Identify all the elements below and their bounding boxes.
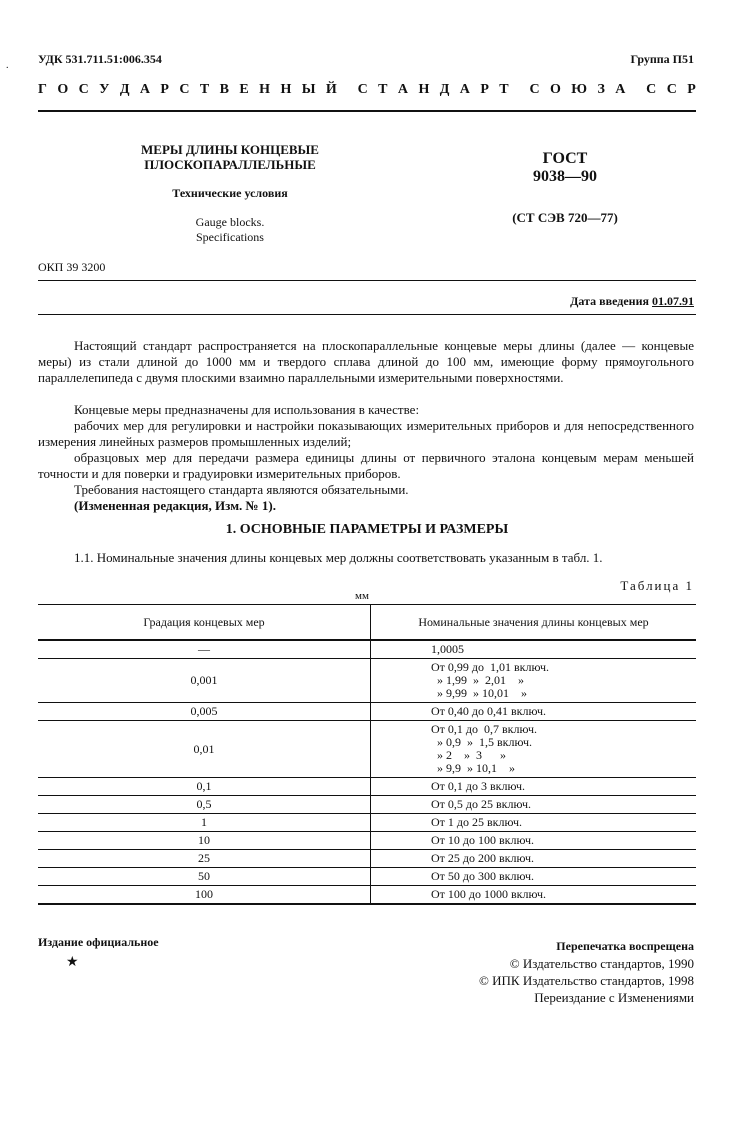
table-row bbox=[38, 721, 696, 778]
title-rule bbox=[38, 280, 696, 281]
english-title bbox=[120, 215, 340, 245]
table-row bbox=[38, 796, 696, 814]
document-title bbox=[120, 142, 340, 172]
nominal-value-line: » 9,99 » 10,01 » bbox=[431, 686, 527, 700]
column-header-nominal-values: Номинальные значения длины концевых мер bbox=[371, 605, 697, 641]
nominal-values-cell bbox=[371, 778, 697, 796]
heading-letter: С bbox=[78, 82, 89, 97]
nominal-value-line: От 0,99 до 1,01 включ. bbox=[431, 660, 550, 674]
reprint-notice: Перепечатка воспрещена bbox=[556, 939, 694, 953]
okp-code: ОКП 39 3200 bbox=[38, 260, 106, 274]
heading-letter: Г bbox=[38, 82, 47, 97]
gradation-cell: 1 bbox=[38, 814, 371, 832]
paragraph-amendment: (Измененная редакция, Изм. № 1). bbox=[74, 498, 276, 513]
nominal-values-cell bbox=[371, 659, 697, 703]
nominal-value-line: От 0,1 до 0,7 включ. bbox=[431, 722, 538, 736]
english-line-1: Gauge blocks. bbox=[195, 215, 265, 229]
heading-letter: В bbox=[219, 82, 230, 97]
date-label: Дата введения bbox=[570, 294, 649, 308]
heading-letter: О bbox=[57, 82, 69, 97]
nominal-values-cell bbox=[371, 850, 697, 868]
gradation-cell: 25 bbox=[38, 850, 371, 868]
heading-letter: Р bbox=[687, 82, 696, 97]
nominal-value-line: » 9,9 » 10,1 » bbox=[431, 761, 515, 775]
heading-letter: А bbox=[459, 82, 470, 97]
nominal-value-line: От 50 до 300 включ. bbox=[431, 869, 535, 883]
heading-letter: О bbox=[549, 82, 561, 97]
heading-letter: С bbox=[646, 82, 657, 97]
gradation-cell: 0,005 bbox=[38, 703, 371, 721]
cst-reference: (СТ СЭВ 720—77) bbox=[512, 210, 618, 225]
heading-letter: А bbox=[397, 82, 409, 97]
heading-letter: Р bbox=[160, 82, 169, 97]
copyright-block bbox=[479, 938, 694, 1006]
udk-code: УДК 531.711.51:006.354 bbox=[38, 52, 162, 66]
state-standard-heading bbox=[38, 82, 696, 98]
heading-letter: А bbox=[615, 82, 626, 97]
heading-letter: С bbox=[357, 82, 368, 97]
margin-dot: . bbox=[6, 60, 9, 71]
group-code: Группа П51 bbox=[630, 52, 694, 66]
heading-letter: У bbox=[99, 82, 110, 97]
nominal-values-cell bbox=[371, 796, 697, 814]
table-unit: мм bbox=[355, 590, 369, 602]
table-row bbox=[38, 886, 696, 905]
title-line-2: ПЛОСКОПАРАЛЛЕЛЬНЫЕ bbox=[144, 157, 316, 172]
heading-letter: Н bbox=[280, 82, 292, 97]
star-icon: ★ bbox=[66, 955, 79, 970]
paragraph-reference-gauges: образцовых мер для передачи размера единицы длины от первичного эталона концевым мерам меньшей точности и для поверки и градуировки измерительных приборов. bbox=[38, 450, 694, 481]
nominal-value-line: » 2 » 3 » bbox=[431, 748, 506, 762]
heading-letter: Р bbox=[480, 82, 489, 97]
nominal-value-line: 1,0005 bbox=[431, 642, 464, 656]
effective-date bbox=[570, 294, 694, 309]
table-row bbox=[38, 868, 696, 886]
nominal-value-line: От 25 до 200 включ. bbox=[431, 851, 535, 865]
nominal-value-line: От 0,40 до 0,41 включ. bbox=[431, 704, 547, 718]
copyright-1998: © ИПК Издательство стандартов, 1998 bbox=[479, 973, 694, 988]
heading-letter: С bbox=[179, 82, 190, 97]
gradation-cell: — bbox=[38, 640, 371, 659]
heading-letter: Н bbox=[418, 82, 430, 97]
nominal-value-line: От 0,1 до 3 включ. bbox=[431, 779, 526, 793]
document-subtitle: Технические условия bbox=[172, 186, 288, 200]
header-rule bbox=[38, 110, 696, 112]
english-line-2: Specifications bbox=[196, 230, 264, 244]
nominal-value-line: От 100 до 1000 включ. bbox=[431, 887, 547, 901]
gost-designation bbox=[480, 150, 650, 186]
gradation-cell: 0,5 bbox=[38, 796, 371, 814]
heading-letter: А bbox=[139, 82, 151, 97]
heading-letter: Ы bbox=[301, 82, 316, 97]
title-line-1: МЕРЫ ДЛИНЫ КОНЦЕВЫЕ bbox=[141, 142, 319, 157]
heading-letter: С bbox=[666, 82, 677, 97]
heading-letter: З bbox=[597, 82, 605, 97]
paragraph-scope: Настоящий стандарт распространяется на плоскопараллельные концевые меры длины (далее — концевые меры) из стали длиной до 1000 мм и твердого сплава длиной до 100 мм, имеющие форму прямоугольного параллелепипеда с двумя плоскими взаимно параллельными измерительными поверхностями. bbox=[38, 338, 694, 385]
copyright-1990: © Издательство стандартов, 1990 bbox=[509, 956, 694, 971]
table-row bbox=[38, 850, 696, 868]
paragraph-working-gauges: рабочих мер для регулировки и настройки показывающих измерительных приборов и для непосредственного измерения линейных размеров промышленных изделий; bbox=[38, 418, 694, 449]
reissue-note: Переиздание с Изменениями bbox=[534, 990, 694, 1005]
gost-number: 9038—90 bbox=[533, 168, 597, 185]
gauge-table bbox=[38, 604, 696, 905]
table-row bbox=[38, 778, 696, 796]
heading-letter: Е bbox=[239, 82, 249, 97]
gradation-cell: 10 bbox=[38, 832, 371, 850]
nominal-value-line: От 1 до 25 включ. bbox=[431, 815, 523, 829]
heading-letter: Ю bbox=[571, 82, 588, 97]
nominal-values-cell bbox=[371, 832, 697, 850]
table-row bbox=[38, 814, 696, 832]
section-title: 1. ОСНОВНЫЕ ПАРАМЕТРЫ И РАЗМЕРЫ bbox=[225, 522, 509, 537]
clause-1-1: 1.1. Номинальные значения длины концевых мер должны соответствовать указанным в табл. 1. bbox=[74, 550, 603, 565]
official-edition: Издание официальное bbox=[38, 935, 159, 949]
table-row bbox=[38, 640, 696, 659]
gradation-cell: 0,1 bbox=[38, 778, 371, 796]
table-row bbox=[38, 832, 696, 850]
table-row bbox=[38, 703, 696, 721]
heading-letter: Т bbox=[378, 82, 388, 97]
paragraph-mandatory: Требования настоящего стандарта являются обязательными. bbox=[74, 482, 409, 497]
table-caption: Таблица 1 bbox=[620, 578, 694, 593]
nominal-values-cell bbox=[371, 886, 697, 905]
heading-letter: С bbox=[529, 82, 540, 97]
heading-letter: Н bbox=[259, 82, 271, 97]
heading-letter: Т bbox=[499, 82, 509, 97]
gradation-cell: 0,01 bbox=[38, 721, 371, 778]
column-header-gradation: Градация концевых мер bbox=[38, 605, 371, 641]
gradation-cell: 0,001 bbox=[38, 659, 371, 703]
gradation-cell: 50 bbox=[38, 868, 371, 886]
heading-letter: Т bbox=[199, 82, 210, 97]
date-rule bbox=[38, 314, 696, 315]
nominal-values-cell bbox=[371, 868, 697, 886]
nominal-values-cell bbox=[371, 703, 697, 721]
nominal-value-line: » 1,99 » 2,01 » bbox=[431, 673, 524, 687]
nominal-values-cell bbox=[371, 640, 697, 659]
table-row bbox=[38, 659, 696, 703]
heading-letter: Д bbox=[439, 82, 450, 97]
gradation-cell: 100 bbox=[38, 886, 371, 905]
nominal-values-cell bbox=[371, 814, 697, 832]
nominal-value-line: От 0,5 до 25 включ. bbox=[431, 797, 532, 811]
heading-letter: Й bbox=[325, 82, 337, 97]
nominal-value-line: » 0,9 » 1,5 включ. bbox=[431, 735, 533, 749]
nominal-value-line: От 10 до 100 включ. bbox=[431, 833, 535, 847]
nominal-values-cell bbox=[371, 721, 697, 778]
heading-letter: Д bbox=[119, 82, 130, 97]
date-value: 01.07.91 bbox=[652, 294, 694, 308]
paragraph-purpose: Концевые меры предназначены для использования в качестве: bbox=[74, 402, 420, 417]
gost-label: ГОСТ bbox=[542, 150, 588, 167]
